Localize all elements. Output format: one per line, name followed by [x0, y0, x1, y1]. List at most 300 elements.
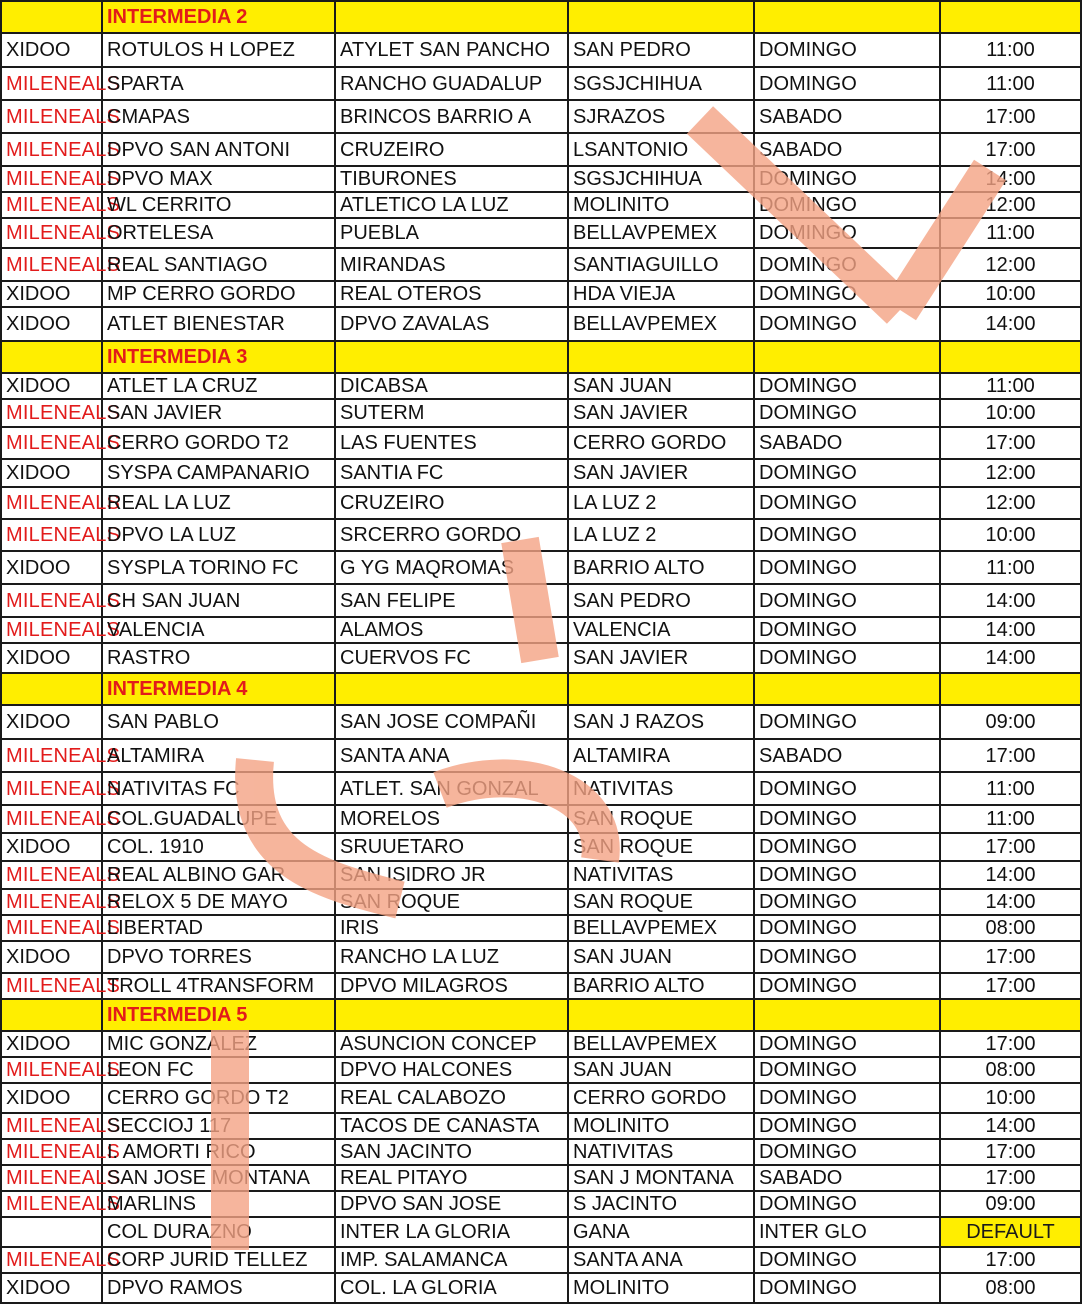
day-cell: DOMINGO — [754, 861, 940, 889]
venue-cell: LA LUZ 2 — [568, 487, 754, 519]
table-row — [1, 889, 1081, 915]
header-empty-cell — [1, 1, 102, 33]
table-row — [1, 772, 1081, 805]
venue-cell: BELLAVPEMEX — [568, 915, 754, 941]
category-cell: XIDOO — [1, 1083, 102, 1113]
away-team-cell: BRINCOS BARRIO A — [335, 100, 568, 133]
home-team-cell: WL CERRITO — [102, 192, 335, 218]
home-team-cell: CMAPAS — [102, 100, 335, 133]
away-team-cell: SANTIA FC — [335, 459, 568, 487]
home-team-cell: DPVO MAX — [102, 166, 335, 192]
category-cell: MILENEALS — [1, 100, 102, 133]
home-team-cell: DPVO LA LUZ — [102, 519, 335, 551]
time-cell: 09:00 — [940, 705, 1081, 739]
header-empty-cell — [568, 341, 754, 373]
category-cell: XIDOO — [1, 373, 102, 399]
venue-cell: SAN JUAN — [568, 941, 754, 973]
section-title: INTERMEDIA 3 — [102, 341, 335, 373]
venue-cell: SAN J RAZOS — [568, 705, 754, 739]
section-title: INTERMEDIA 4 — [102, 673, 335, 705]
day-cell: DOMINGO — [754, 1247, 940, 1273]
time-cell: 10:00 — [940, 1083, 1081, 1113]
venue-cell: MOLINITO — [568, 1273, 754, 1303]
day-cell: DOMINGO — [754, 1083, 940, 1113]
away-team-cell: ATLET. SAN GONZAL — [335, 772, 568, 805]
day-cell: DOMINGO — [754, 1031, 940, 1057]
time-cell: 11:00 — [940, 67, 1081, 100]
day-cell: DOMINGO — [754, 584, 940, 617]
category-cell: MILENEALS — [1, 1165, 102, 1191]
header-empty-cell — [754, 1, 940, 33]
day-cell: DOMINGO — [754, 889, 940, 915]
home-team-cell: ALTAMIRA — [102, 739, 335, 772]
venue-cell: SAN JAVIER — [568, 399, 754, 427]
day-cell: DOMINGO — [754, 399, 940, 427]
category-cell: MILENEALS — [1, 166, 102, 192]
home-team-cell: REAL LA LUZ — [102, 487, 335, 519]
home-team-cell: I. AMORTI RICO — [102, 1139, 335, 1165]
venue-cell: HDA VIEJA — [568, 281, 754, 307]
header-empty-cell — [754, 999, 940, 1031]
time-cell: 14:00 — [940, 617, 1081, 643]
table-row — [1, 166, 1081, 192]
category-cell: XIDOO — [1, 281, 102, 307]
away-team-cell: SANTA ANA — [335, 739, 568, 772]
header-empty-cell — [1, 673, 102, 705]
venue-cell: SAN ROQUE — [568, 833, 754, 861]
away-team-cell: TIBURONES — [335, 166, 568, 192]
category-cell: MILENEALS — [1, 1057, 102, 1083]
category-cell: MILENEALS — [1, 861, 102, 889]
day-cell: DOMINGO — [754, 805, 940, 833]
time-cell: 12:00 — [940, 459, 1081, 487]
home-team-cell: ATLET BIENESTAR — [102, 307, 335, 341]
day-cell: SABADO — [754, 100, 940, 133]
header-empty-cell — [940, 999, 1081, 1031]
away-team-cell: DICABSA — [335, 373, 568, 399]
away-team-cell: SRCERRO GORDO — [335, 519, 568, 551]
venue-cell: NATIVITAS — [568, 861, 754, 889]
day-cell: DOMINGO — [754, 1273, 940, 1303]
home-team-cell: CERRO GORDO T2 — [102, 427, 335, 459]
time-cell: 14:00 — [940, 643, 1081, 673]
time-cell: 17:00 — [940, 100, 1081, 133]
category-cell — [1, 1217, 102, 1247]
venue-cell: BELLAVPEMEX — [568, 307, 754, 341]
category-cell: MILENEALS — [1, 1191, 102, 1217]
venue-cell: SJRAZOS — [568, 100, 754, 133]
day-cell: INTER GLO — [754, 1217, 940, 1247]
venue-cell: LSANTONIO — [568, 133, 754, 166]
away-team-cell: COL. LA GLORIA — [335, 1273, 568, 1303]
away-team-cell: ATLETICO LA LUZ — [335, 192, 568, 218]
time-cell: 14:00 — [940, 861, 1081, 889]
category-cell: XIDOO — [1, 459, 102, 487]
venue-cell: GANA — [568, 1217, 754, 1247]
header-empty-cell — [940, 1, 1081, 33]
category-cell: XIDOO — [1, 1031, 102, 1057]
day-cell: DOMINGO — [754, 1191, 940, 1217]
away-team-cell: TACOS DE CANASTA — [335, 1113, 568, 1139]
time-cell: 17:00 — [940, 1247, 1081, 1273]
venue-cell: SAN ROQUE — [568, 805, 754, 833]
table-row — [1, 1247, 1081, 1273]
venue-cell: S JACINTO — [568, 1191, 754, 1217]
venue-cell: SGSJCHIHUA — [568, 166, 754, 192]
home-team-cell: REAL SANTIAGO — [102, 248, 335, 281]
day-cell: DOMINGO — [754, 941, 940, 973]
header-empty-cell — [940, 673, 1081, 705]
header-empty-cell — [754, 341, 940, 373]
section-header-row — [1, 341, 1081, 373]
venue-cell: MOLINITO — [568, 192, 754, 218]
time-cell: 17:00 — [940, 1031, 1081, 1057]
section-header-row — [1, 999, 1081, 1031]
category-cell: MILENEALS — [1, 133, 102, 166]
category-cell: MILENEALS — [1, 1113, 102, 1139]
home-team-cell: SAN JAVIER — [102, 399, 335, 427]
home-team-cell: ROTULOS H LOPEZ — [102, 33, 335, 67]
category-cell: XIDOO — [1, 551, 102, 584]
day-cell: DOMINGO — [754, 192, 940, 218]
day-cell: DOMINGO — [754, 973, 940, 999]
day-cell: DOMINGO — [754, 307, 940, 341]
away-team-cell: DPVO MILAGROS — [335, 973, 568, 999]
category-cell: XIDOO — [1, 941, 102, 973]
time-cell: 17:00 — [940, 133, 1081, 166]
table-row — [1, 1113, 1081, 1139]
day-cell: DOMINGO — [754, 1057, 940, 1083]
home-team-cell: CORP JURID TELLEZ — [102, 1247, 335, 1273]
category-cell: XIDOO — [1, 705, 102, 739]
home-team-cell: ORTELESA — [102, 218, 335, 248]
venue-cell: BELLAVPEMEX — [568, 218, 754, 248]
venue-cell: BARRIO ALTO — [568, 973, 754, 999]
away-team-cell: SUTERM — [335, 399, 568, 427]
table-row — [1, 192, 1081, 218]
venue-cell: SAN JAVIER — [568, 643, 754, 673]
home-team-cell: SAN PABLO — [102, 705, 335, 739]
home-team-cell: CH SAN JUAN — [102, 584, 335, 617]
day-cell: DOMINGO — [754, 166, 940, 192]
time-cell: 11:00 — [940, 373, 1081, 399]
category-cell: MILENEALS — [1, 519, 102, 551]
venue-cell: SANTA ANA — [568, 1247, 754, 1273]
category-cell: MILENEALS — [1, 218, 102, 248]
table-row — [1, 248, 1081, 281]
time-cell: 17:00 — [940, 427, 1081, 459]
table-row — [1, 705, 1081, 739]
category-cell: MILENEALS — [1, 889, 102, 915]
home-team-cell: MIC GONZALEZ — [102, 1031, 335, 1057]
venue-cell: SAN PEDRO — [568, 33, 754, 67]
time-cell: 12:00 — [940, 192, 1081, 218]
day-cell: DOMINGO — [754, 705, 940, 739]
day-cell: SABADO — [754, 427, 940, 459]
away-team-cell: IMP. SALAMANCA — [335, 1247, 568, 1273]
time-cell: 17:00 — [940, 941, 1081, 973]
venue-cell: SANTIAGUILLO — [568, 248, 754, 281]
home-team-cell: RASTRO — [102, 643, 335, 673]
time-cell: 08:00 — [940, 915, 1081, 941]
category-cell: MILENEALS — [1, 973, 102, 999]
away-team-cell: LAS FUENTES — [335, 427, 568, 459]
category-cell: MILENEALS — [1, 915, 102, 941]
away-team-cell: MIRANDAS — [335, 248, 568, 281]
day-cell: SABADO — [754, 1165, 940, 1191]
home-team-cell: LEON FC — [102, 1057, 335, 1083]
section-header-row — [1, 673, 1081, 705]
away-team-cell: ASUNCION CONCEP — [335, 1031, 568, 1057]
header-empty-cell — [335, 999, 568, 1031]
time-cell: 14:00 — [940, 307, 1081, 341]
venue-cell: CERRO GORDO — [568, 427, 754, 459]
day-cell: DOMINGO — [754, 915, 940, 941]
home-team-cell: SYSPLA TORINO FC — [102, 551, 335, 584]
category-cell: XIDOO — [1, 833, 102, 861]
category-cell: MILENEALS — [1, 487, 102, 519]
home-team-cell: MP CERRO GORDO — [102, 281, 335, 307]
category-cell: MILENEALS — [1, 399, 102, 427]
away-team-cell: SAN ROQUE — [335, 889, 568, 915]
header-empty-cell — [335, 673, 568, 705]
day-cell: DOMINGO — [754, 281, 940, 307]
home-team-cell: LIBERTAD — [102, 915, 335, 941]
table-row — [1, 643, 1081, 673]
time-cell: 12:00 — [940, 248, 1081, 281]
home-team-cell: COL DURAZNO — [102, 1217, 335, 1247]
home-team-cell: SECCIOJ 117 — [102, 1113, 335, 1139]
time-cell: 10:00 — [940, 519, 1081, 551]
time-cell: 11:00 — [940, 551, 1081, 584]
away-team-cell: RANCHO LA LUZ — [335, 941, 568, 973]
venue-cell: NATIVITAS — [568, 1139, 754, 1165]
day-cell: DOMINGO — [754, 772, 940, 805]
away-team-cell: SAN JACINTO — [335, 1139, 568, 1165]
day-cell: DOMINGO — [754, 248, 940, 281]
day-cell: DOMINGO — [754, 1113, 940, 1139]
time-cell: 08:00 — [940, 1057, 1081, 1083]
home-team-cell: MARLINS — [102, 1191, 335, 1217]
table-row — [1, 281, 1081, 307]
home-team-cell: RELOX 5 DE MAYO — [102, 889, 335, 915]
table-row — [1, 133, 1081, 166]
section-title: INTERMEDIA 2 — [102, 1, 335, 33]
header-empty-cell — [940, 341, 1081, 373]
venue-cell: MOLINITO — [568, 1113, 754, 1139]
venue-cell: SGSJCHIHUA — [568, 67, 754, 100]
time-cell: 11:00 — [940, 33, 1081, 67]
day-cell: DOMINGO — [754, 643, 940, 673]
category-cell: XIDOO — [1, 307, 102, 341]
day-cell: DOMINGO — [754, 459, 940, 487]
table-row — [1, 399, 1081, 427]
day-cell: DOMINGO — [754, 551, 940, 584]
time-cell: 17:00 — [940, 973, 1081, 999]
home-team-cell: COL.GUADALUPE — [102, 805, 335, 833]
table-row — [1, 427, 1081, 459]
day-cell: DOMINGO — [754, 617, 940, 643]
category-cell: MILENEALS — [1, 1139, 102, 1165]
away-team-cell: G YG MAQROMAS — [335, 551, 568, 584]
home-team-cell: DPVO RAMOS — [102, 1273, 335, 1303]
time-cell: 17:00 — [940, 1165, 1081, 1191]
home-team-cell: NATIVITAS FC — [102, 772, 335, 805]
time-cell: DEFAULT — [940, 1217, 1081, 1247]
venue-cell: CERRO GORDO — [568, 1083, 754, 1113]
day-cell: SABADO — [754, 133, 940, 166]
day-cell: DOMINGO — [754, 373, 940, 399]
category-cell: MILENEALS — [1, 192, 102, 218]
venue-cell: SAN PEDRO — [568, 584, 754, 617]
away-team-cell: INTER LA GLORIA — [335, 1217, 568, 1247]
time-cell: 17:00 — [940, 739, 1081, 772]
category-cell: MILENEALS — [1, 617, 102, 643]
day-cell: DOMINGO — [754, 519, 940, 551]
home-team-cell: SYSPA CAMPANARIO — [102, 459, 335, 487]
category-cell: XIDOO — [1, 33, 102, 67]
header-empty-cell — [568, 999, 754, 1031]
category-cell: MILENEALS — [1, 584, 102, 617]
table-row — [1, 617, 1081, 643]
venue-cell: VALENCIA — [568, 617, 754, 643]
time-cell: 10:00 — [940, 399, 1081, 427]
away-team-cell: PUEBLA — [335, 218, 568, 248]
time-cell: 11:00 — [940, 805, 1081, 833]
away-team-cell: CRUZEIRO — [335, 487, 568, 519]
away-team-cell: SAN FELIPE — [335, 584, 568, 617]
header-empty-cell — [568, 1, 754, 33]
table-row — [1, 1083, 1081, 1113]
home-team-cell: TROLL 4TRANSFORM — [102, 973, 335, 999]
venue-cell: NATIVITAS — [568, 772, 754, 805]
header-empty-cell — [754, 673, 940, 705]
home-team-cell: VALENCIA — [102, 617, 335, 643]
away-team-cell: ATYLET SAN PANCHO — [335, 33, 568, 67]
venue-cell: BELLAVPEMEX — [568, 1031, 754, 1057]
time-cell: 17:00 — [940, 1139, 1081, 1165]
time-cell: 09:00 — [940, 1191, 1081, 1217]
header-empty-cell — [568, 673, 754, 705]
table-row — [1, 915, 1081, 941]
table-row — [1, 941, 1081, 973]
day-cell: DOMINGO — [754, 67, 940, 100]
table-row — [1, 519, 1081, 551]
away-team-cell: DPVO ZAVALAS — [335, 307, 568, 341]
away-team-cell: SRUUETARO — [335, 833, 568, 861]
category-cell: MILENEALS — [1, 805, 102, 833]
home-team-cell: SAN JOSE MONTANA — [102, 1165, 335, 1191]
time-cell: 11:00 — [940, 772, 1081, 805]
table-row — [1, 551, 1081, 584]
venue-cell: SAN ROQUE — [568, 889, 754, 915]
venue-cell: SAN J MONTANA — [568, 1165, 754, 1191]
away-team-cell: SAN ISIDRO JR — [335, 861, 568, 889]
day-cell: SABADO — [754, 739, 940, 772]
away-team-cell: DPVO HALCONES — [335, 1057, 568, 1083]
home-team-cell: CERRO GORDO T2 — [102, 1083, 335, 1113]
venue-cell: ALTAMIRA — [568, 739, 754, 772]
home-team-cell: COL. 1910 — [102, 833, 335, 861]
day-cell: DOMINGO — [754, 833, 940, 861]
home-team-cell: DPVO TORRES — [102, 941, 335, 973]
table-row — [1, 1139, 1081, 1165]
home-team-cell: DPVO SAN ANTONI — [102, 133, 335, 166]
away-team-cell: SAN JOSE COMPAÑI — [335, 705, 568, 739]
time-cell: 11:00 — [940, 218, 1081, 248]
away-team-cell: DPVO SAN JOSE — [335, 1191, 568, 1217]
time-cell: 14:00 — [940, 1113, 1081, 1139]
table-row — [1, 973, 1081, 999]
category-cell: MILENEALS — [1, 739, 102, 772]
table-row — [1, 1273, 1081, 1303]
home-team-cell: ATLET LA CRUZ — [102, 373, 335, 399]
time-cell: 17:00 — [940, 833, 1081, 861]
away-team-cell: RANCHO GUADALUP — [335, 67, 568, 100]
category-cell: MILENEALS — [1, 427, 102, 459]
table-row — [1, 1031, 1081, 1057]
table-row — [1, 487, 1081, 519]
time-cell: 14:00 — [940, 166, 1081, 192]
venue-cell: LA LUZ 2 — [568, 519, 754, 551]
category-cell: MILENEALS — [1, 772, 102, 805]
table-row — [1, 100, 1081, 133]
day-cell: DOMINGO — [754, 487, 940, 519]
venue-cell: SAN JUAN — [568, 1057, 754, 1083]
table-row — [1, 459, 1081, 487]
table-row — [1, 307, 1081, 341]
section-header-row — [1, 1, 1081, 33]
time-cell: 12:00 — [940, 487, 1081, 519]
time-cell: 14:00 — [940, 889, 1081, 915]
table-row — [1, 584, 1081, 617]
category-cell: XIDOO — [1, 643, 102, 673]
venue-cell: BARRIO ALTO — [568, 551, 754, 584]
category-cell: MILENEALS — [1, 248, 102, 281]
table-row — [1, 805, 1081, 833]
table-row — [1, 67, 1081, 100]
venue-cell: SAN JUAN — [568, 373, 754, 399]
day-cell: DOMINGO — [754, 218, 940, 248]
table-row — [1, 861, 1081, 889]
time-cell: 10:00 — [940, 281, 1081, 307]
time-cell: 08:00 — [940, 1273, 1081, 1303]
table-row — [1, 33, 1081, 67]
table-row — [1, 373, 1081, 399]
header-empty-cell — [335, 1, 568, 33]
home-team-cell: REAL ALBINO GAR — [102, 861, 335, 889]
table-row — [1, 833, 1081, 861]
header-empty-cell — [1, 341, 102, 373]
table-row — [1, 218, 1081, 248]
home-team-cell: SPARTA — [102, 67, 335, 100]
table-row — [1, 1191, 1081, 1217]
header-empty-cell — [1, 999, 102, 1031]
time-cell: 14:00 — [940, 584, 1081, 617]
away-team-cell: MORELOS — [335, 805, 568, 833]
category-cell: XIDOO — [1, 1273, 102, 1303]
away-team-cell: CUERVOS FC — [335, 643, 568, 673]
category-cell: MILENEALS — [1, 1247, 102, 1273]
day-cell: DOMINGO — [754, 1139, 940, 1165]
day-cell: DOMINGO — [754, 33, 940, 67]
category-cell: MILENEALS — [1, 67, 102, 100]
table-row — [1, 739, 1081, 772]
table-row — [1, 1217, 1081, 1247]
away-team-cell: ALAMOS — [335, 617, 568, 643]
venue-cell: SAN JAVIER — [568, 459, 754, 487]
away-team-cell: REAL PITAYO — [335, 1165, 568, 1191]
